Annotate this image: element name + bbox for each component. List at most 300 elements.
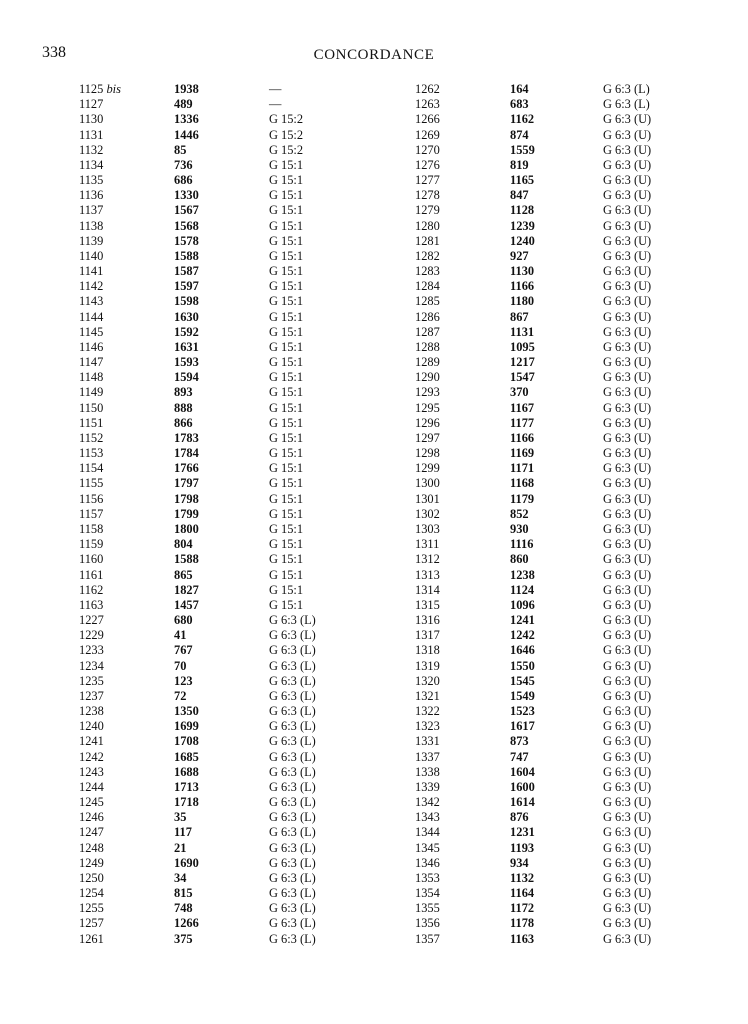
source-number-value: 1227	[79, 613, 104, 628]
source-number	[415, 689, 440, 704]
concordance-row	[415, 583, 735, 598]
concordance-row	[415, 810, 735, 825]
reference: G 15:1	[269, 355, 304, 370]
catalogue-number: 680	[174, 613, 193, 628]
reference: G 6:3 (U)	[603, 779, 652, 794]
concordance-row	[415, 431, 735, 446]
source-number-value: 1337	[415, 749, 440, 764]
source-number	[79, 780, 104, 795]
concordance-row	[79, 219, 399, 234]
source-number-value: 1301	[415, 491, 440, 506]
reference: G 15:1	[269, 370, 304, 385]
concordance-row	[79, 507, 399, 522]
reference: G 6:3 (U)	[603, 142, 652, 157]
source-number	[79, 112, 103, 127]
source-number	[415, 901, 440, 916]
concordance-row	[79, 416, 399, 431]
source-number	[415, 765, 440, 780]
source-number	[415, 112, 440, 127]
reference: G 15:1	[269, 294, 304, 309]
reference: G 15:1	[269, 324, 304, 339]
source-number-value: 1302	[415, 506, 440, 521]
source-number-value: 1286	[415, 309, 440, 324]
source-number-value: 1298	[415, 446, 440, 461]
source-number	[415, 340, 440, 355]
catalogue-number: 1178	[510, 916, 535, 931]
reference: —	[269, 82, 282, 96]
catalogue-number: 489	[174, 97, 193, 112]
concordance-row	[415, 355, 735, 370]
reference: G 15:1	[269, 552, 304, 567]
reference: G 6:3 (L)	[269, 673, 316, 688]
catalogue-number: 1124	[510, 582, 535, 597]
concordance-row	[415, 856, 735, 871]
reference: G 6:3 (U)	[603, 688, 652, 703]
source-number	[79, 932, 104, 947]
source-number	[79, 325, 103, 340]
reference: G 6:3 (U)	[603, 446, 652, 461]
catalogue-number: 1588	[174, 248, 199, 263]
concordance-row	[79, 385, 399, 400]
source-number	[79, 461, 103, 476]
catalogue-number: 164	[510, 82, 529, 96]
source-number	[79, 765, 104, 780]
source-number	[79, 841, 104, 856]
source-number	[79, 901, 104, 916]
source-number	[415, 841, 440, 856]
reference: G 6:3 (U)	[603, 537, 652, 552]
source-number	[415, 249, 440, 264]
source-number	[415, 279, 440, 294]
concordance-row	[415, 537, 735, 552]
source-number	[79, 203, 103, 218]
source-suffix: bis	[106, 82, 121, 96]
concordance-row	[79, 203, 399, 218]
reference: G 6:3 (U)	[603, 294, 652, 309]
reference: G 15:2	[269, 112, 304, 127]
source-number-value: 1289	[415, 355, 440, 370]
reference: G 15:1	[269, 339, 304, 354]
concordance-row	[79, 856, 399, 871]
catalogue-number: 1238	[510, 567, 535, 582]
concordance-row	[415, 886, 735, 901]
catalogue-number: 893	[174, 385, 193, 400]
reference: G 6:3 (U)	[603, 355, 652, 370]
concordance-row	[415, 765, 735, 780]
catalogue-number: 888	[174, 400, 193, 415]
source-number-value: 1261	[79, 931, 104, 946]
source-number-value: 1270	[415, 142, 440, 157]
source-number-value: 1319	[415, 658, 440, 673]
source-number-value: 1346	[415, 855, 440, 870]
concordance-row	[79, 916, 399, 931]
source-number-value: 1277	[415, 173, 440, 188]
catalogue-number: 748	[174, 901, 193, 916]
concordance-row	[415, 158, 735, 173]
source-number	[415, 871, 440, 886]
reference: G 6:3 (U)	[603, 173, 652, 188]
catalogue-number: 852	[510, 506, 529, 521]
source-number-value: 1242	[79, 749, 104, 764]
catalogue-number: 1713	[174, 779, 199, 794]
reference: G 6:3 (L)	[269, 764, 316, 779]
reference: G 6:3 (U)	[603, 840, 652, 855]
source-number	[79, 492, 103, 507]
source-number-value: 1244	[79, 779, 104, 794]
catalogue-number: 1132	[510, 870, 535, 885]
concordance-row	[415, 825, 735, 840]
reference: G 6:3 (U)	[603, 825, 652, 840]
concordance-row	[79, 401, 399, 416]
source-number	[415, 704, 440, 719]
concordance-row	[79, 143, 399, 158]
source-number-value: 1262	[415, 82, 440, 96]
concordance-row	[415, 294, 735, 309]
concordance-row	[415, 643, 735, 658]
concordance-row	[415, 128, 735, 143]
catalogue-number: 35	[174, 810, 187, 825]
reference: G 6:3 (L)	[269, 779, 316, 794]
source-number	[415, 674, 440, 689]
concordance-row	[79, 355, 399, 370]
reference: G 6:3 (U)	[603, 385, 652, 400]
source-number	[415, 188, 440, 203]
concordance-row	[415, 871, 735, 886]
catalogue-number: 1241	[510, 613, 535, 628]
concordance-row	[415, 689, 735, 704]
catalogue-number: 117	[174, 825, 192, 840]
concordance-row	[415, 82, 735, 97]
concordance-row	[415, 325, 735, 340]
concordance-row	[415, 734, 735, 749]
source-number-value: 1283	[415, 264, 440, 279]
concordance-row	[79, 492, 399, 507]
source-number	[415, 82, 440, 97]
source-number	[79, 158, 103, 173]
reference: G 6:3 (L)	[269, 810, 316, 825]
concordance-row	[415, 340, 735, 355]
concordance-row	[415, 628, 735, 643]
source-number-value: 1303	[415, 521, 440, 536]
catalogue-number: 876	[510, 810, 529, 825]
source-number-value: 1229	[79, 628, 104, 643]
reference: G 6:3 (U)	[603, 597, 652, 612]
reference: G 6:3 (U)	[603, 552, 652, 567]
source-number	[79, 431, 103, 446]
concordance-row	[79, 310, 399, 325]
source-number-value: 1297	[415, 430, 440, 445]
concordance-row	[415, 173, 735, 188]
source-number-value: 1317	[415, 628, 440, 643]
source-number-value: 1321	[415, 688, 440, 703]
reference: G 6:3 (L)	[269, 734, 316, 749]
source-number-value: 1145	[79, 324, 104, 339]
catalogue-number: 1631	[174, 339, 199, 354]
catalogue-number: 1266	[174, 916, 199, 931]
concordance-row	[415, 552, 735, 567]
source-number	[79, 476, 103, 491]
source-number	[415, 583, 440, 598]
reference: G 6:3 (U)	[603, 127, 652, 142]
source-number-value: 1331	[415, 734, 440, 749]
reference: G 6:3 (U)	[603, 931, 652, 946]
concordance-row	[79, 886, 399, 901]
catalogue-number: 819	[510, 157, 529, 172]
reference: G 6:3 (U)	[603, 810, 652, 825]
source-number-value: 1320	[415, 673, 440, 688]
source-number	[415, 234, 440, 249]
source-number	[79, 568, 103, 583]
concordance-row	[79, 128, 399, 143]
source-number-value: 1245	[79, 795, 104, 810]
concordance-row	[415, 476, 735, 491]
reference: G 6:3 (L)	[269, 658, 316, 673]
concordance-row	[79, 234, 399, 249]
reference: G 15:1	[269, 264, 304, 279]
page-title: CONCORDANCE	[313, 47, 435, 63]
source-number-value: 1280	[415, 218, 440, 233]
source-number-value: 1241	[79, 734, 104, 749]
catalogue-number: 867	[510, 309, 529, 324]
concordance-row	[79, 841, 399, 856]
source-number	[79, 234, 103, 249]
catalogue-number: 1545	[510, 673, 535, 688]
concordance-row	[79, 264, 399, 279]
reference: G 6:3 (L)	[603, 82, 650, 96]
source-number	[79, 522, 103, 537]
source-number	[79, 82, 121, 97]
reference: G 6:3 (U)	[603, 218, 652, 233]
source-number-value: 1322	[415, 704, 440, 719]
source-number-value: 1157	[79, 506, 104, 521]
concordance-row	[415, 219, 735, 234]
concordance-row	[79, 97, 399, 112]
reference: G 6:3 (L)	[269, 643, 316, 658]
source-number	[415, 719, 440, 734]
source-number	[79, 128, 103, 143]
source-number	[415, 203, 440, 218]
reference: —	[269, 97, 282, 112]
reference: G 6:3 (U)	[603, 324, 652, 339]
source-number-value: 1343	[415, 810, 440, 825]
reference: G 6:3 (U)	[603, 521, 652, 536]
source-number-value: 1137	[79, 203, 104, 218]
reference: G 6:3 (L)	[269, 901, 316, 916]
source-number-value: 1150	[79, 400, 104, 415]
reference: G 15:1	[269, 567, 304, 582]
catalogue-number: 1800	[174, 521, 199, 536]
reference: G 6:3 (U)	[603, 567, 652, 582]
source-number-value: 1248	[79, 840, 104, 855]
source-number	[415, 613, 440, 628]
concordance-row	[79, 476, 399, 491]
concordance-row	[415, 916, 735, 931]
concordance-row	[79, 249, 399, 264]
catalogue-number: 1166	[510, 279, 535, 294]
catalogue-number: 1217	[510, 355, 535, 370]
source-number-value: 1154	[79, 461, 104, 476]
reference: G 15:1	[269, 157, 304, 172]
source-number-value: 1160	[79, 552, 104, 567]
catalogue-number: 1096	[510, 597, 535, 612]
reference: G 15:1	[269, 461, 304, 476]
concordance-row	[79, 583, 399, 598]
source-number	[415, 461, 440, 476]
source-number	[79, 689, 104, 704]
catalogue-number: 1597	[174, 279, 199, 294]
concordance-row	[415, 932, 735, 947]
reference: G 15:1	[269, 597, 304, 612]
source-number-value: 1243	[79, 764, 104, 779]
source-number-value: 1140	[79, 248, 104, 263]
catalogue-number: 1131	[510, 324, 535, 339]
source-number-value: 1255	[79, 901, 104, 916]
source-number	[79, 401, 103, 416]
catalogue-number: 866	[174, 415, 193, 430]
concordance-row	[415, 385, 735, 400]
concordance-row	[79, 537, 399, 552]
catalogue-number: 1128	[510, 203, 535, 218]
source-number	[79, 719, 104, 734]
catalogue-number: 1592	[174, 324, 199, 339]
catalogue-number: 1116	[510, 537, 534, 552]
catalogue-number: 1593	[174, 355, 199, 370]
concordance-row	[79, 340, 399, 355]
source-number	[415, 552, 440, 567]
catalogue-number: 736	[174, 157, 193, 172]
reference: G 15:1	[269, 218, 304, 233]
source-number	[415, 385, 440, 400]
source-number-value: 1287	[415, 324, 440, 339]
source-number	[79, 886, 104, 901]
catalogue-number: 1783	[174, 430, 199, 445]
source-number-value: 1278	[415, 188, 440, 203]
reference: G 15:1	[269, 188, 304, 203]
source-number	[415, 431, 440, 446]
reference: G 6:3 (L)	[269, 931, 316, 946]
reference: G 6:3 (U)	[603, 112, 652, 127]
catalogue-number: 1567	[174, 203, 199, 218]
concordance-row	[79, 765, 399, 780]
catalogue-number: 1240	[510, 233, 535, 248]
source-number	[415, 659, 440, 674]
source-number-value: 1234	[79, 658, 104, 673]
catalogue-number: 1718	[174, 795, 199, 810]
reference: G 6:3 (L)	[269, 825, 316, 840]
reference: G 15:1	[269, 233, 304, 248]
catalogue-number: 1547	[510, 370, 535, 385]
reference: G 6:3 (U)	[603, 370, 652, 385]
source-number	[415, 734, 440, 749]
source-number-value: 1338	[415, 764, 440, 779]
reference: G 15:1	[269, 582, 304, 597]
source-number-value: 1162	[79, 582, 104, 597]
concordance-row	[79, 734, 399, 749]
concordance-row	[79, 704, 399, 719]
source-number	[415, 643, 440, 658]
source-number-value: 1281	[415, 233, 440, 248]
concordance-row	[79, 568, 399, 583]
reference: G 6:3 (L)	[269, 613, 316, 628]
catalogue-number: 1163	[510, 931, 535, 946]
source-number-value: 1135	[79, 173, 104, 188]
concordance-row	[79, 173, 399, 188]
catalogue-number: 1171	[510, 461, 535, 476]
reference: G 15:1	[269, 279, 304, 294]
catalogue-number: 1095	[510, 339, 535, 354]
source-number-value: 1266	[415, 112, 440, 127]
source-number-value: 1356	[415, 916, 440, 931]
concordance-row	[79, 932, 399, 947]
concordance-row	[415, 492, 735, 507]
source-number	[79, 279, 103, 294]
source-number-value: 1296	[415, 415, 440, 430]
reference: G 6:3 (U)	[603, 339, 652, 354]
source-number	[415, 294, 440, 309]
reference: G 6:3 (L)	[269, 870, 316, 885]
concordance-row	[79, 370, 399, 385]
source-number-value: 1250	[79, 870, 104, 885]
reference: G 15:1	[269, 203, 304, 218]
catalogue-number: 1457	[174, 597, 199, 612]
catalogue-number: 41	[174, 628, 187, 643]
catalogue-number: 934	[510, 855, 529, 870]
catalogue-number: 767	[174, 643, 193, 658]
concordance-row	[79, 446, 399, 461]
concordance-column-left	[79, 82, 399, 947]
source-number-value: 1159	[79, 537, 104, 552]
concordance-row	[415, 249, 735, 264]
catalogue-number: 1630	[174, 309, 199, 324]
source-number	[79, 734, 104, 749]
source-number-value: 1288	[415, 339, 440, 354]
catalogue-number: 1550	[510, 658, 535, 673]
reference: G 6:3 (U)	[603, 704, 652, 719]
reference: G 6:3 (L)	[603, 97, 650, 112]
reference: G 15:1	[269, 400, 304, 415]
concordance-row	[415, 264, 735, 279]
concordance-row	[79, 795, 399, 810]
source-number	[415, 325, 440, 340]
source-number-value: 1299	[415, 461, 440, 476]
concordance-row	[415, 704, 735, 719]
concordance-row	[79, 461, 399, 476]
concordance-row	[415, 112, 735, 127]
concordance-row	[415, 446, 735, 461]
catalogue-number: 1336	[174, 112, 199, 127]
source-number-value: 1233	[79, 643, 104, 658]
source-number	[79, 264, 103, 279]
reference: G 15:1	[269, 476, 304, 491]
reference: G 15:1	[269, 537, 304, 552]
concordance-row	[415, 370, 735, 385]
catalogue-number: 1330	[174, 188, 199, 203]
catalogue-number: 1798	[174, 491, 199, 506]
source-number	[415, 219, 440, 234]
catalogue-number: 1699	[174, 719, 199, 734]
source-number-value: 1238	[79, 704, 104, 719]
source-number	[415, 310, 440, 325]
catalogue-number: 1938	[174, 82, 199, 96]
source-number-value: 1246	[79, 810, 104, 825]
concordance-row	[79, 325, 399, 340]
catalogue-number: 747	[510, 749, 529, 764]
concordance-row	[415, 780, 735, 795]
source-number-value: 1312	[415, 552, 440, 567]
reference: G 6:3 (U)	[603, 658, 652, 673]
catalogue-number: 370	[510, 385, 529, 400]
concordance-row	[79, 431, 399, 446]
